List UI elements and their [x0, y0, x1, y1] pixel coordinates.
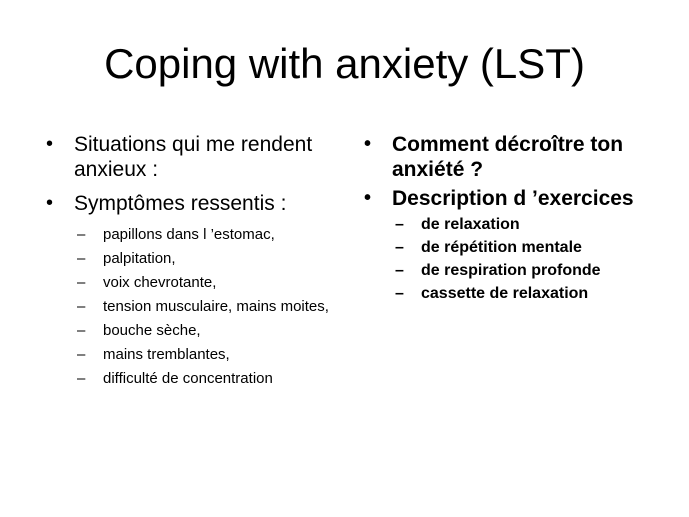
bullet-description — [362, 186, 672, 211]
list-item-text: papillons dans l ’estomac, — [103, 226, 275, 243]
list-item-text: mains tremblantes, — [103, 346, 230, 363]
list-item — [362, 282, 672, 305]
bullet-symptomes — [44, 191, 344, 216]
list-item — [44, 249, 344, 269]
list-item — [44, 273, 344, 293]
list-item-text: de répétition mentale — [421, 239, 582, 256]
list-item-text: tension musculaire, mains moites, — [103, 298, 329, 315]
dash-marker: – — [77, 322, 86, 339]
bullet-text: Description d ’exercices — [392, 187, 634, 210]
bullet-dot: • — [46, 192, 54, 214]
dash-marker: – — [395, 285, 404, 302]
left-column — [44, 132, 344, 393]
dash-marker: – — [77, 250, 86, 267]
dash-marker: – — [77, 346, 86, 363]
bullet-comment — [362, 132, 672, 182]
bullet-text: Symptômes ressentis : — [74, 192, 287, 215]
dash-marker: – — [77, 274, 86, 291]
list-item — [44, 225, 344, 245]
bullet-dot: • — [46, 133, 54, 155]
bullet-text: Comment décroître ton anxiété ? — [392, 133, 624, 181]
list-item — [44, 369, 344, 389]
list-item-text: palpitation, — [103, 250, 176, 267]
list-item-text: de relaxation — [421, 216, 520, 233]
list-item — [44, 297, 344, 317]
list-item-text: voix chevrotante, — [103, 274, 217, 291]
exercises-list — [362, 213, 672, 305]
dash-marker: – — [77, 370, 86, 387]
bullet-text: Situations qui me rendent anxieux : — [74, 133, 313, 181]
list-item-text: bouche sèche, — [103, 322, 201, 339]
list-item-text: difficulté de concentration — [103, 370, 273, 387]
list-item — [44, 345, 344, 365]
dash-marker: – — [77, 226, 86, 243]
dash-marker: – — [77, 298, 86, 315]
bullet-dot: • — [364, 133, 372, 155]
list-item — [362, 213, 672, 236]
list-item — [362, 259, 672, 282]
dash-marker: – — [395, 216, 404, 233]
bullet-situations — [44, 132, 344, 182]
right-column — [362, 132, 672, 305]
list-item — [362, 236, 672, 259]
bullet-dot: • — [364, 187, 372, 209]
list-item-text: de respiration profonde — [421, 262, 601, 279]
symptoms-list — [44, 225, 344, 389]
list-item-text: cassette de relaxation — [421, 285, 589, 302]
list-item — [44, 321, 344, 341]
slide-title: Coping with anxiety (LST) — [104, 40, 585, 87]
dash-marker: – — [395, 239, 404, 256]
dash-marker: – — [395, 262, 404, 279]
